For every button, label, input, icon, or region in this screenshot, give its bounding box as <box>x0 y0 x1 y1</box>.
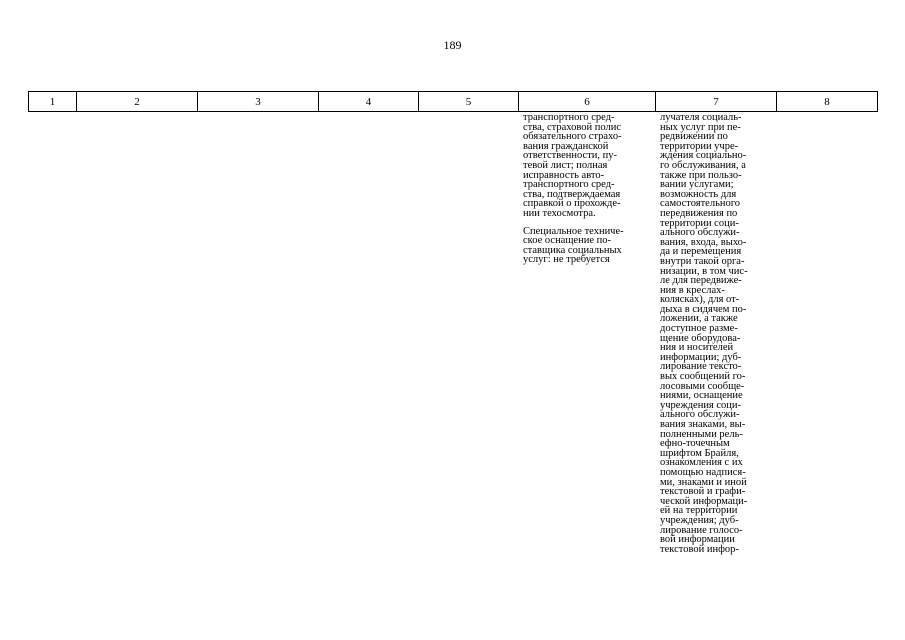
text-line: внутри такой орга- <box>660 255 745 267</box>
text-line: ных услуг при пе- <box>660 121 741 133</box>
text-line: низации, в том чис- <box>660 265 748 277</box>
text-line: ле для передвиже- <box>660 275 742 287</box>
text-line: учреждения; дуб- <box>660 514 739 526</box>
text-line: передвижения по <box>660 207 738 219</box>
text-line: ское оснащение по- <box>523 235 611 247</box>
text-line: исправность авто- <box>523 169 605 181</box>
text-line: Специальное техниче- <box>523 225 624 237</box>
text-line: ства, страховой полис <box>523 121 621 133</box>
text-line: текстовой инфор- <box>660 543 739 555</box>
text-line: ответственности, пу- <box>523 150 618 162</box>
text-line: ниями, оснащение <box>660 390 743 402</box>
text-line: го обслуживания, а <box>660 159 746 171</box>
text-line: шрифтом Брайля, <box>660 447 739 459</box>
text-line: ложении, а также <box>660 313 738 325</box>
text-line: лирование голосо- <box>660 524 743 536</box>
text-line: ей на территории <box>660 505 738 517</box>
text-line: ния в креслах- <box>660 284 725 296</box>
text-line: ального обслужи- <box>660 409 740 421</box>
text-line: вания знаками, вы- <box>660 419 746 430</box>
text-line: колясках), для от- <box>660 294 740 306</box>
column-6-text <box>523 113 651 265</box>
text-line: полненными рель- <box>660 428 743 440</box>
text-line: ефно-точечным <box>660 438 730 450</box>
text-line: вания гражданской <box>523 140 609 152</box>
text-line: лирование тексто- <box>660 361 742 373</box>
text-line: лосовыми сообще- <box>660 380 745 392</box>
text-line: ознакомления с их <box>660 457 743 469</box>
text-line: транспортного сред- <box>523 112 615 123</box>
text-line: территории учре- <box>660 140 739 152</box>
text-line: ального обслужи- <box>660 227 740 239</box>
text-line: самостоятельного <box>660 198 741 210</box>
text-line: ческой информаци- <box>660 495 748 507</box>
text-line: редвижении по <box>660 131 728 143</box>
column-6-paragraph-1 <box>523 113 651 219</box>
column-number-cell: 8 <box>777 92 878 112</box>
text-line: территории соци- <box>660 217 739 229</box>
text-line: ния и носителей <box>660 342 734 354</box>
column-7-text <box>660 113 775 554</box>
text-line: обязательного страхо- <box>523 131 622 143</box>
text-line: нии техосмотра. <box>523 207 596 219</box>
text-line: щение оборудова- <box>660 332 741 344</box>
text-line: ставщика социальных <box>523 244 622 256</box>
text-line: ми, знаками и иной <box>660 476 747 488</box>
text-line: также при пользо- <box>660 169 742 181</box>
column-number-cell: 5 <box>419 92 519 112</box>
text-line: вания, входа, выхо- <box>660 236 747 248</box>
page-number: 189 <box>443 38 462 52</box>
text-line: текстовой и графи- <box>660 486 746 498</box>
text-line: информации; дуб- <box>660 351 742 363</box>
column-number-cell: 6 <box>519 92 656 112</box>
text-line: доступное разме- <box>660 323 738 335</box>
text-line: тевой лист; полная <box>523 159 608 171</box>
text-line: вой информации <box>660 534 735 546</box>
column-number-cell: 4 <box>319 92 419 112</box>
text-line: вании услугами; <box>660 179 734 191</box>
text-line: справкой о прохожде- <box>523 198 621 210</box>
column-number-row <box>29 92 878 112</box>
column-number-cell: 1 <box>29 92 77 112</box>
column-number-header-table <box>28 91 878 112</box>
text-line: да и перемещения <box>660 246 742 258</box>
text-line: возможность для <box>660 188 737 200</box>
text-line: помощью надпися- <box>660 466 746 478</box>
column-number-cell: 3 <box>198 92 319 112</box>
text-line: транспортного сред- <box>523 179 615 191</box>
text-line: ства, подтверждаемая <box>523 188 621 200</box>
text-line: вых сообщений го- <box>660 371 746 383</box>
column-number-cell: 2 <box>77 92 198 112</box>
text-line: учреждения соци- <box>660 399 742 411</box>
text-line: ждения социально- <box>660 150 747 162</box>
column-number-cell: 7 <box>656 92 777 112</box>
column-6-paragraph-2 <box>523 227 651 265</box>
text-line: услуг: не требуется <box>523 254 610 266</box>
text-line: дыха в сидячем по- <box>660 303 747 315</box>
text-line: лучателя социаль- <box>660 112 742 123</box>
